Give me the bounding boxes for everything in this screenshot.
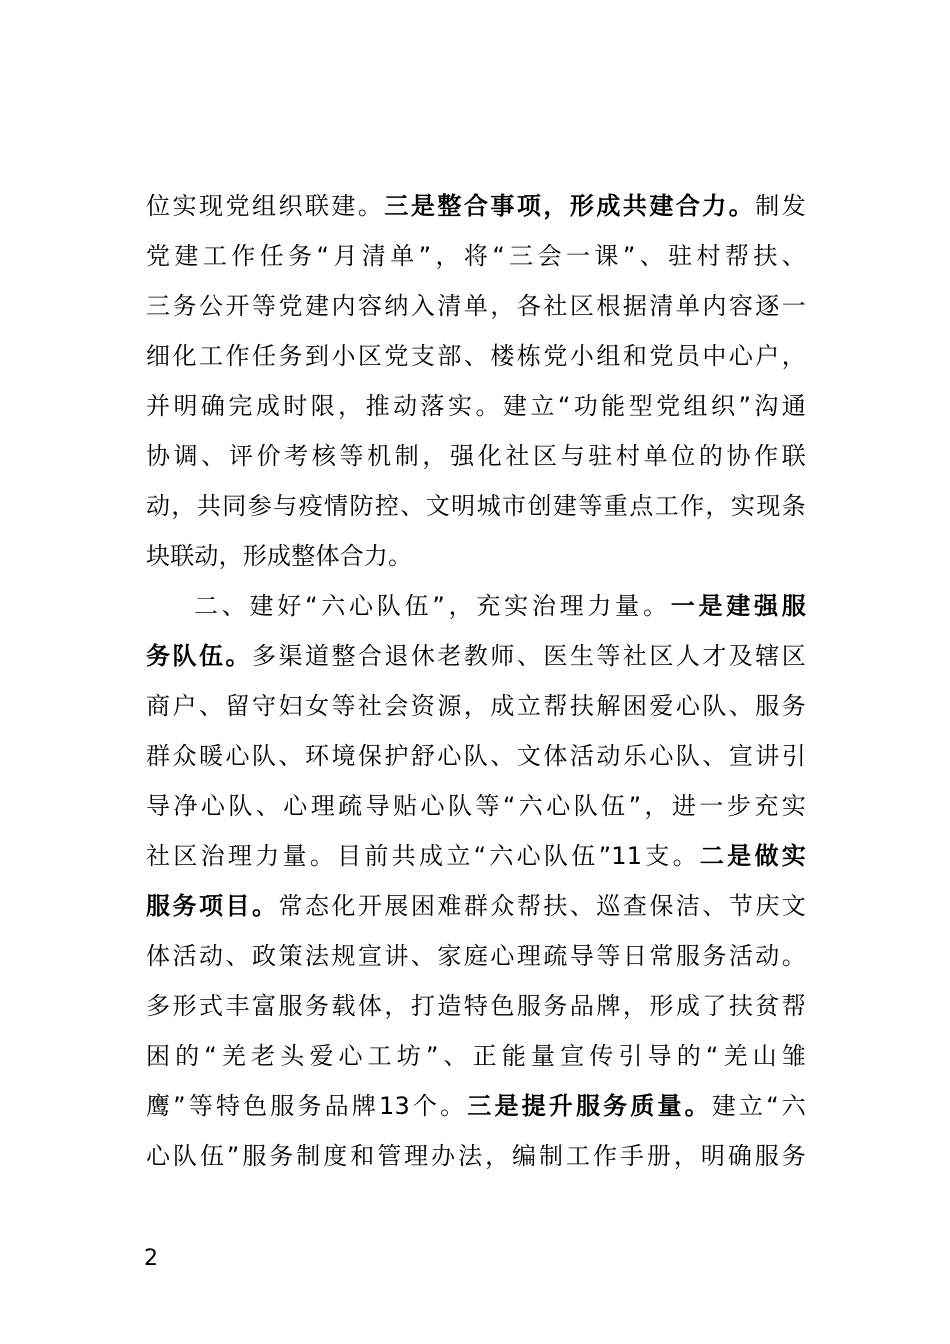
paragraph-line: [146, 331, 806, 381]
paragraph-line: [146, 1031, 806, 1081]
bold-heading-run: 服务项目。: [146, 892, 279, 920]
paragraph-line: [146, 531, 806, 581]
text-run: 细化工作任务到小区党支部、楼栋党小组和党员中心户，: [146, 342, 806, 370]
paragraph-line: [146, 1131, 806, 1181]
paragraph-line: [146, 881, 806, 931]
bold-heading-run: 务队伍。: [146, 642, 252, 670]
section-heading-line: [194, 581, 806, 631]
bold-heading-run: 二是做实: [699, 842, 806, 870]
paragraph-line: [146, 481, 806, 531]
text-run: 三务公开等党建内容纳入清单，各社区根据清单内容逐一: [146, 292, 806, 320]
text-run: 体活动、政策法规宣讲、家庭心理疏导等日常服务活动。: [146, 942, 806, 970]
text-run: 常态化开展困难群众帮扶、巡查保洁、节庆文: [278, 892, 806, 920]
text-run: 协调、评价考核等机制，强化社区与驻村单位的协作联: [146, 442, 806, 470]
text-run: 制发: [755, 192, 806, 220]
paragraph-line: [146, 231, 806, 281]
text-run: 多渠道整合退休老教师、医生等社区人才及辖区: [251, 642, 806, 670]
text-run: 块联动，形成整体合力。: [146, 542, 413, 570]
text-run: 建立“六: [711, 1092, 806, 1120]
paragraph-line: [146, 731, 806, 781]
paragraph-line: [146, 781, 806, 831]
paragraph-line: [146, 1081, 806, 1131]
paragraph-line: [146, 181, 806, 231]
text-run: 导净心队、心理疏导贴心队等“六心队伍”，进一步充实: [146, 792, 806, 820]
text-run: 并明确完成时限，推动落实。建立“功能型党组织”沟通: [146, 392, 806, 420]
page-number: 2: [144, 1246, 158, 1271]
text-run: 群众暖心队、环境保护舒心队、文体活动乐心队、宣讲引: [146, 742, 806, 770]
paragraph-line: [146, 381, 806, 431]
bold-heading-run: 三是提升服务质量。: [467, 1092, 712, 1120]
text-run: 心队伍”服务制度和管理办法，编制工作手册，明确服务: [146, 1142, 806, 1170]
paragraph-line: [146, 431, 806, 481]
paragraph-line: [146, 681, 806, 731]
section-heading: 二、建好“六心队伍”，充实治理力量。: [194, 592, 671, 620]
text-run: 动，共同参与疫情防控、文明城市创建等重点工作，实现条: [146, 492, 806, 520]
paragraph-line: [146, 831, 806, 881]
text-run: 商户、留守妇女等社会资源，成立帮扶解困爱心队、服务: [146, 692, 806, 720]
text-run: 困的“羌老头爱心工坊”、正能量宣传引导的“羌山雏: [146, 1042, 806, 1070]
text-run: 多形式丰富服务载体，打造特色服务品牌，形成了扶贫帮: [146, 992, 806, 1020]
paragraph-line: [146, 981, 806, 1031]
paragraph-line: [146, 281, 806, 331]
text-run: 社区治理力量。目前共成立“六心队伍”11支。: [146, 842, 700, 870]
text-run: 党建工作任务“月清单”，将“三会一课”、驻村帮扶、: [146, 242, 806, 270]
paragraph-line: [146, 631, 806, 681]
bold-heading-run: 三是整合事项，形成共建合力。: [384, 192, 756, 220]
bold-heading-run: 一是建强服: [670, 592, 806, 620]
paragraph-line: [146, 931, 806, 981]
text-run: 鹰”等特色服务品牌13个。: [146, 1092, 468, 1120]
text-run: 位实现党组织联建。: [146, 192, 385, 220]
